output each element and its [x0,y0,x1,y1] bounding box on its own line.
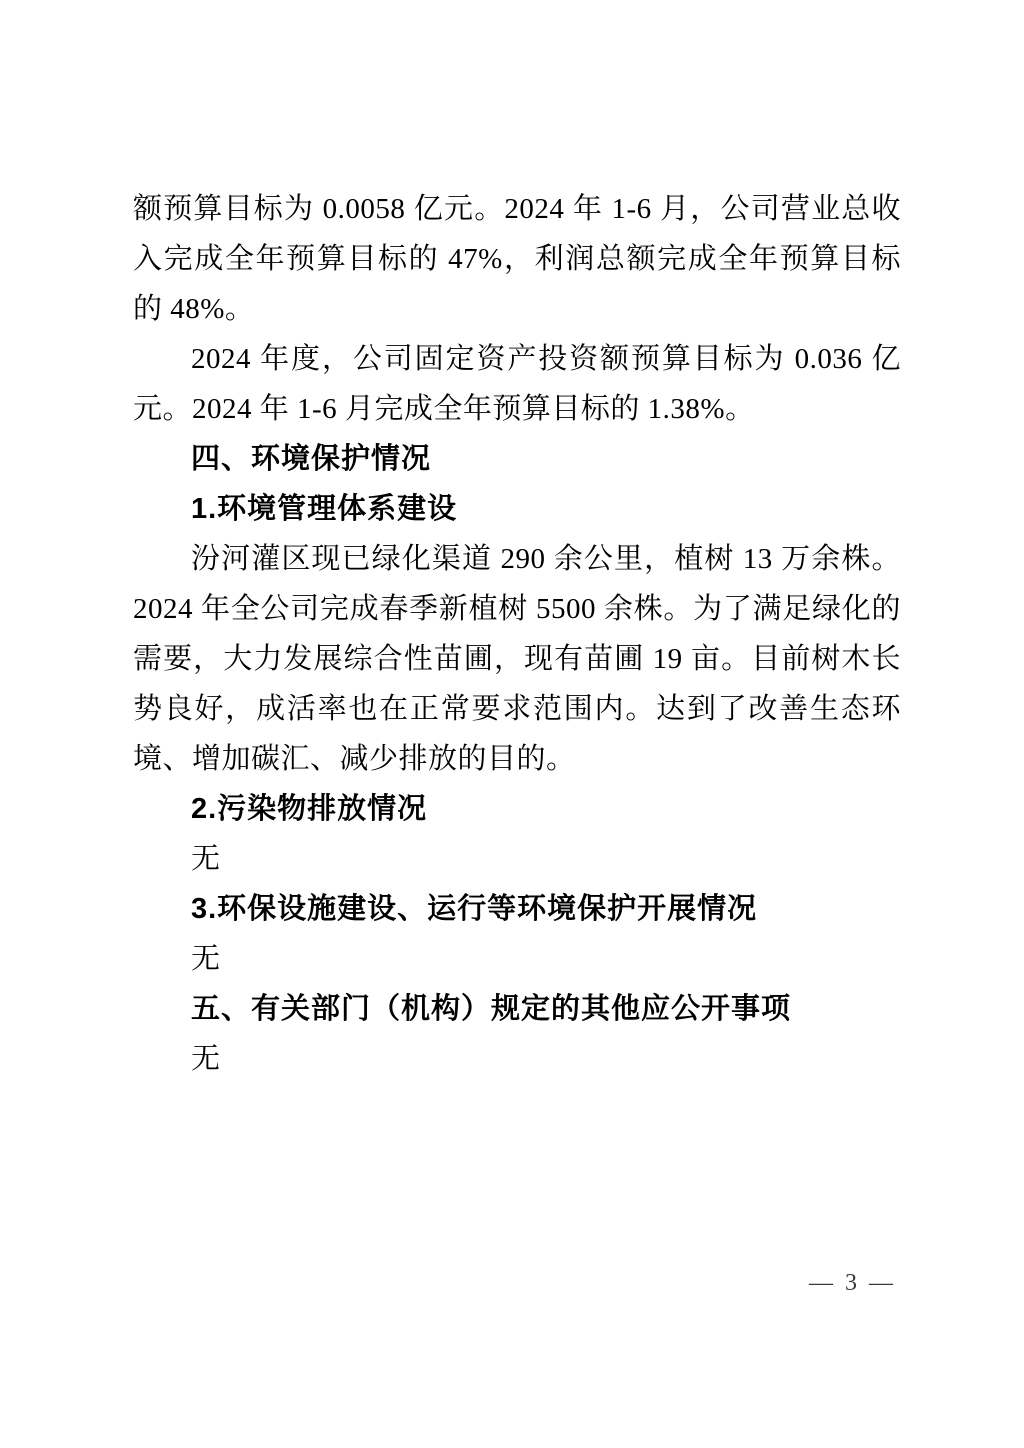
subsection-heading-3: 3.环保设施建设、运行等环境保护开展情况 [191,893,758,925]
paragraph-none-3: 无 [191,1043,221,1075]
paragraph-none-1: 无 [191,843,221,875]
section-heading-5: 五、有关部门（机构）规定的其他应公开事项 [191,993,792,1025]
paragraph-greening: 汾河灌区现已绿化渠道 290 余公里，植树 13 万余株。2024 年全公司完成春季新植树 5500 余株。为了满足绿化的需要，大力发展综合性苗圃，现有苗圃 19 亩。目前树木长势良好，成活率也在正常要求范围内。达到了改善生态环境、增加碳汇、减少排放的目的。 [133,543,901,775]
section-heading-4: 四、环境保护情况 [191,443,432,475]
paragraph-fixed-asset-investment: 2024 年度，公司固定资产投资额预算目标为 0.036 亿元。2024 年 1-6 月完成全年预算目标的 1.38%。 [133,343,901,425]
page-number: — 3 — [809,1270,896,1296]
paragraph-none-2: 无 [191,943,221,975]
subsection-heading-2: 2.污染物排放情况 [191,793,428,825]
document-body [133,184,901,1084]
paragraph-budget-revenue: 额预算目标为 0.0058 亿元。2024 年 1-6 月，公司营业总收入完成全年预算目标的 47%，利润总额完成全年预算目标的 48%。 [133,193,901,325]
subsection-heading-1: 1.环境管理体系建设 [191,493,458,525]
